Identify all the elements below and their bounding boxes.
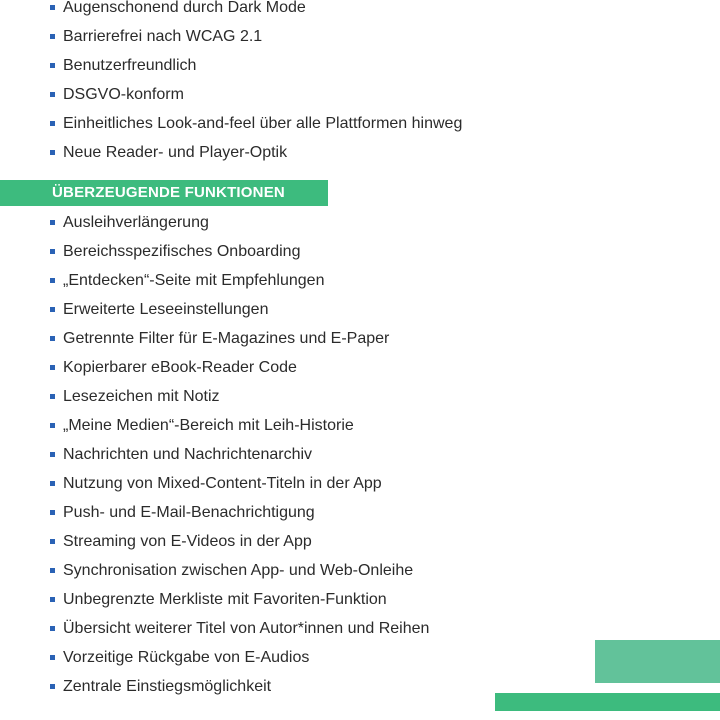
bullet-icon — [50, 655, 55, 660]
list-item — [50, 324, 429, 353]
bullet-icon — [50, 5, 55, 10]
bullet-icon — [50, 249, 55, 254]
bullet-icon — [50, 34, 55, 39]
list-item-text: Erweiterte Leseeinstellungen — [63, 301, 269, 318]
list-item — [50, 556, 429, 585]
list-item — [50, 382, 429, 411]
section-heading: ÜBERZEUGENDE FUNKTIONEN — [0, 180, 328, 206]
list-item-text: DSGVO-konform — [63, 86, 184, 103]
bullet-icon — [50, 365, 55, 370]
bullet-icon — [50, 510, 55, 515]
list-item — [50, 208, 429, 237]
bullet-icon — [50, 394, 55, 399]
list-item — [50, 614, 429, 643]
bullet-icon — [50, 597, 55, 602]
list-item — [50, 498, 429, 527]
list-item — [50, 51, 462, 80]
features-list — [50, 208, 429, 701]
bullet-icon — [50, 92, 55, 97]
bullet-icon — [50, 63, 55, 68]
list-item — [50, 295, 429, 324]
list-item-text: Streaming von E-Videos in der App — [63, 533, 312, 550]
list-item-text: Barrierefrei nach WCAG 2.1 — [63, 28, 263, 45]
list-item — [50, 22, 462, 51]
list-item — [50, 585, 429, 614]
list-item-text: Ausleihverlängerung — [63, 214, 209, 231]
list-item-text: Bereichsspezifisches Onboarding — [63, 243, 301, 260]
list-item-text: Kopierbarer eBook-Reader Code — [63, 359, 297, 376]
list-item-text: Zentrale Einstiegsmöglichkeit — [63, 678, 272, 695]
list-item-text: Augenschonend durch Dark Mode — [63, 0, 306, 16]
list-item-text: „Entdecken“-Seite mit Empfehlungen — [63, 272, 325, 289]
bullet-icon — [50, 684, 55, 689]
bullet-icon — [50, 307, 55, 312]
bullet-icon — [50, 626, 55, 631]
list-item-text: Push- und E-Mail-Benachrichtigung — [63, 504, 315, 521]
bullet-icon — [50, 423, 55, 428]
list-item-text: Synchronisation zwischen App- und Web-Onleihe — [63, 562, 414, 579]
list-item — [50, 527, 429, 556]
list-item — [50, 643, 429, 672]
list-item-text: Nachrichten und Nachrichtenarchiv — [63, 446, 313, 463]
list-item-text: Neue Reader- und Player-Optik — [63, 144, 288, 161]
list-item-text: Einheitliches Look-and-feel über alle Plattformen hinweg — [63, 115, 463, 132]
list-item — [50, 0, 462, 22]
list-item-text: Benutzerfreundlich — [63, 57, 197, 74]
list-item-text: Nutzung von Mixed-Content-Titeln in der App — [63, 475, 382, 492]
bullet-icon — [50, 568, 55, 573]
bullet-icon — [50, 452, 55, 457]
list-item-text: Unbegrenzte Merkliste mit Favoriten-Funktion — [63, 591, 387, 608]
bullet-icon — [50, 220, 55, 225]
list-item — [50, 138, 462, 167]
list-item — [50, 266, 429, 295]
bullet-icon — [50, 481, 55, 486]
decorative-block — [595, 640, 720, 683]
list-item-text: „Meine Medien“-Bereich mit Leih-Historie — [63, 417, 354, 434]
bullet-icon — [50, 336, 55, 341]
list-item — [50, 440, 429, 469]
list-item-text: Vorzeitige Rückgabe von E-Audios — [63, 649, 310, 666]
list-item — [50, 109, 462, 138]
bullet-icon — [50, 150, 55, 155]
list-item — [50, 353, 429, 382]
list-item-text: Getrennte Filter für E-Magazines und E-Paper — [63, 330, 390, 347]
decorative-bar — [495, 693, 720, 711]
bullet-icon — [50, 278, 55, 283]
list-item — [50, 411, 429, 440]
benefits-list — [50, 0, 462, 167]
bullet-icon — [50, 539, 55, 544]
list-item — [50, 672, 429, 701]
list-item-text: Lesezeichen mit Notiz — [63, 388, 220, 405]
list-item — [50, 469, 429, 498]
bullet-icon — [50, 121, 55, 126]
list-item — [50, 80, 462, 109]
list-item — [50, 237, 429, 266]
list-item-text: Übersicht weiterer Titel von Autor*innen und Reihen — [63, 620, 430, 637]
